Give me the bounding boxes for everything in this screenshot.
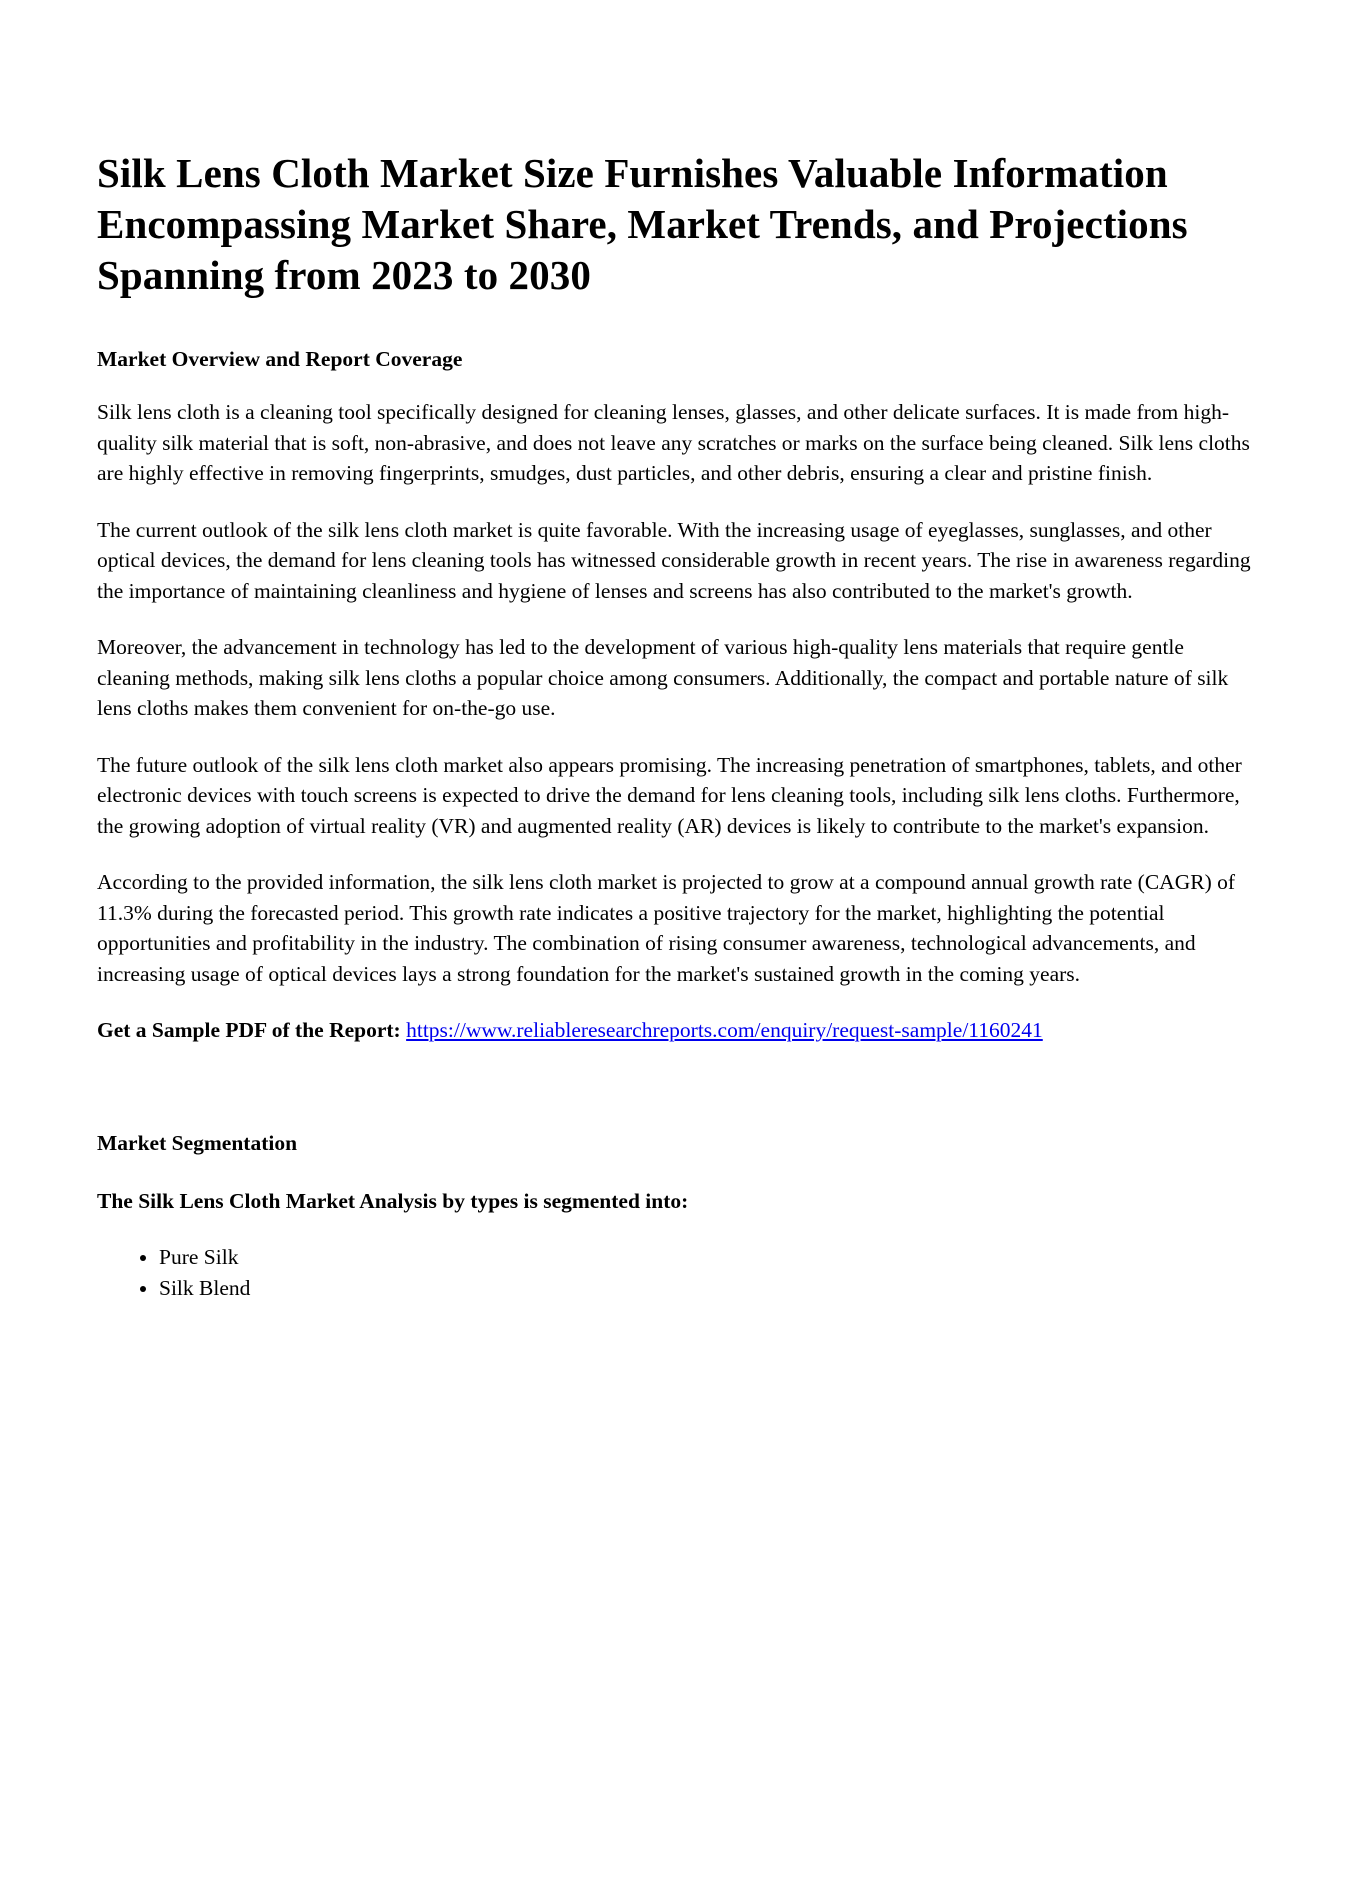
page-title: Silk Lens Cloth Market Size Furnishes Valuable Information Encompassing Market Share, Market Trends, and Projections Spanning from 2023 to 2030 [97, 150, 1188, 298]
paragraph-current-outlook: The current outlook of the silk lens cloth market is quite favorable. With the increasing usage of eyeglasses, sunglasses, and other optical devices, the demand for lens cleaning tools has witnessed considerable growth in recent years. The rise in awareness regarding the importance of maintaining cleanliness and hygiene of lenses and screens has also contributed to the market's growth. [97, 517, 1251, 603]
paragraph-technology-advancement: Moreover, the advancement in technology has led to the development of various high-quality lens materials that require gentle cleaning methods, making silk lens cloths a popular choice among consumers. Additionally, the compact and portable nature of silk lens cloths makes them convenient for on-the-go use. [97, 635, 1229, 720]
list-item: • Pure Silk [159, 1242, 1260, 1273]
paragraph-cagr: According to the provided information, the silk lens cloth market is projected to grow at a compound annual growth rate (CAGR) of 11.3% during the forecasted period. This growth rate indicates a positive trajectory for the market, highlighting the potential opportunities and profitability in the industry. The combination of rising consumer awareness, technological advancements, and increasing usage of optical devices lays a strong foundation for the market's sustained growth in the coming years. [97, 870, 1236, 986]
paragraph-future-outlook: The future outlook of the silk lens cloth market also appears promising. The increasing penetration of smartphones, tablets, and other electronic devices with touch screens is expected to drive the demand for lens cleaning tools, including silk lens cloths. Furthermore, the growing adoption of virtual reality (VR) and augmented reality (AR) devices is likely to contribute to the market's expansion. [97, 752, 1242, 838]
section-heading-market-segmentation: Market Segmentation [97, 1130, 298, 1155]
segmentation-types-list [97, 1242, 1260, 1304]
sample-pdf-label: Get a Sample PDF of the Report: [97, 1018, 407, 1042]
paragraph-definition: Silk lens cloth is a cleaning tool specifically designed for cleaning lenses, glasses, and other delicate surfaces. It is made from high-quality silk material that is soft, non-abrasive, and does not leave any scratches or marks on the surface being cleaned. Silk lens cloths are highly effective in removing fingerprints, smudges, dust particles, and other debris, ensuring a clear and pristine finish. [97, 400, 1250, 485]
section-heading-market-overview: Market Overview and Report Coverage [97, 347, 463, 371]
list-item: • Silk Blend [159, 1273, 1260, 1304]
sample-pdf-link[interactable]: https://www.reliableresearchreports.com/enquiry/request-sample/1160241 [406, 1018, 1043, 1042]
sample-pdf-line [97, 1015, 1260, 1046]
section-spacer [97, 1072, 1260, 1128]
segmentation-types-intro: The Silk Lens Cloth Market Analysis by types is segmented into: [97, 1188, 689, 1213]
